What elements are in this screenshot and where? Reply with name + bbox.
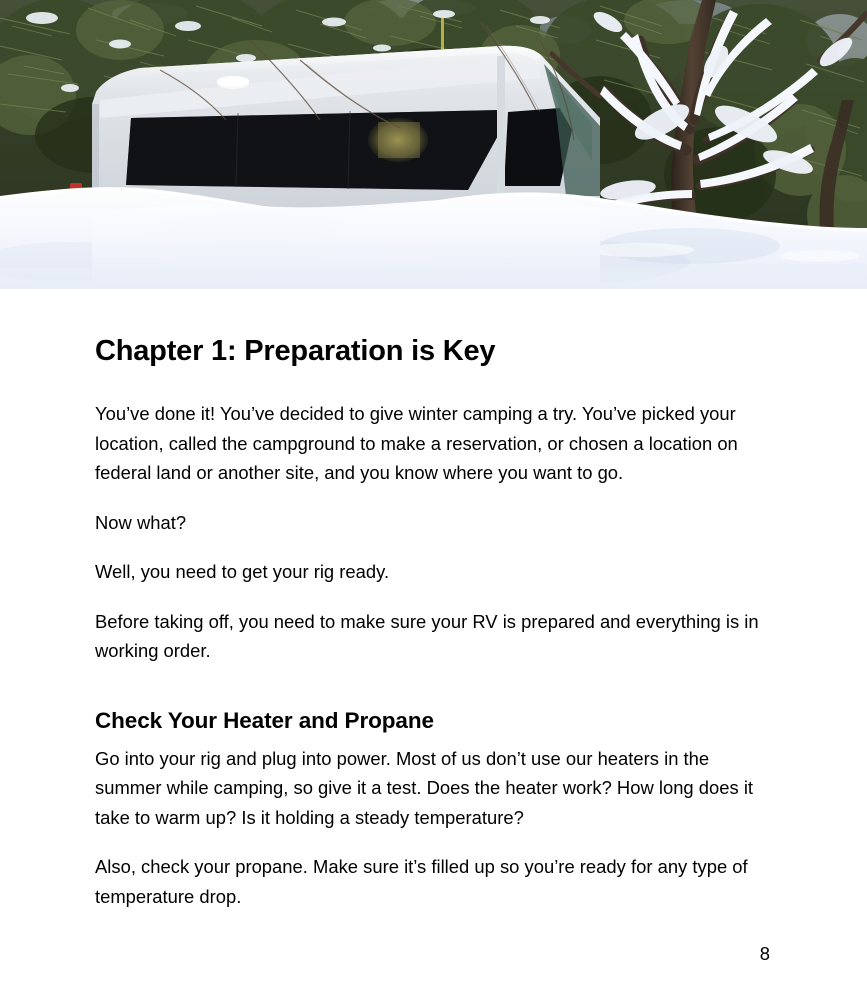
- photo-illustration: [0, 0, 867, 289]
- paragraph-rig-ready: Well, you need to get your rig ready.: [95, 561, 390, 582]
- page-title: Chapter 1: Preparation is Key: [95, 335, 496, 367]
- spacer: [95, 488, 770, 508]
- spacer: [95, 734, 770, 744]
- spacer: [95, 368, 770, 399]
- snow-bottom-tint: [0, 268, 867, 289]
- camper-van: [92, 46, 600, 216]
- paragraph-before-taking-off: Before taking off, you need to make sure your RV is prepared and everything is in working order.: [95, 610, 759, 661]
- chapter-text-area: [0, 289, 867, 995]
- paragraph-intro: You’ve done it! You’ve decided to give winter camping a try. You’ve picked your location, called the campground to make a reservation, or chosen a location on federal land or another site, and you know where you want to go.: [95, 403, 738, 483]
- section-heading-heater-propane: Check Your Heater and Propane: [95, 707, 434, 733]
- spacer: [95, 832, 770, 852]
- spacer: [95, 537, 770, 557]
- roof-vent-top: [217, 76, 249, 86]
- chapter-photo: [0, 0, 867, 289]
- van-window-sheen: [126, 110, 500, 190]
- paragraph-now-what: Now what?: [95, 511, 187, 533]
- page-number: 8: [759, 943, 770, 964]
- paragraph-heater-test: Go into your rig and plug into power. Most of us don’t use our heaters in the summer while camping, so give it a test. Does the heater work? How long does it take to warm up? Is it holding a steady temperature?: [95, 747, 754, 828]
- van-b-pillar: [497, 56, 505, 196]
- paragraph-propane-check: Also, check your propane. Make sure it’s filled up so you’re ready for any type of temperature drop.: [95, 856, 748, 907]
- spacer: [95, 666, 770, 708]
- spacer: [95, 587, 770, 607]
